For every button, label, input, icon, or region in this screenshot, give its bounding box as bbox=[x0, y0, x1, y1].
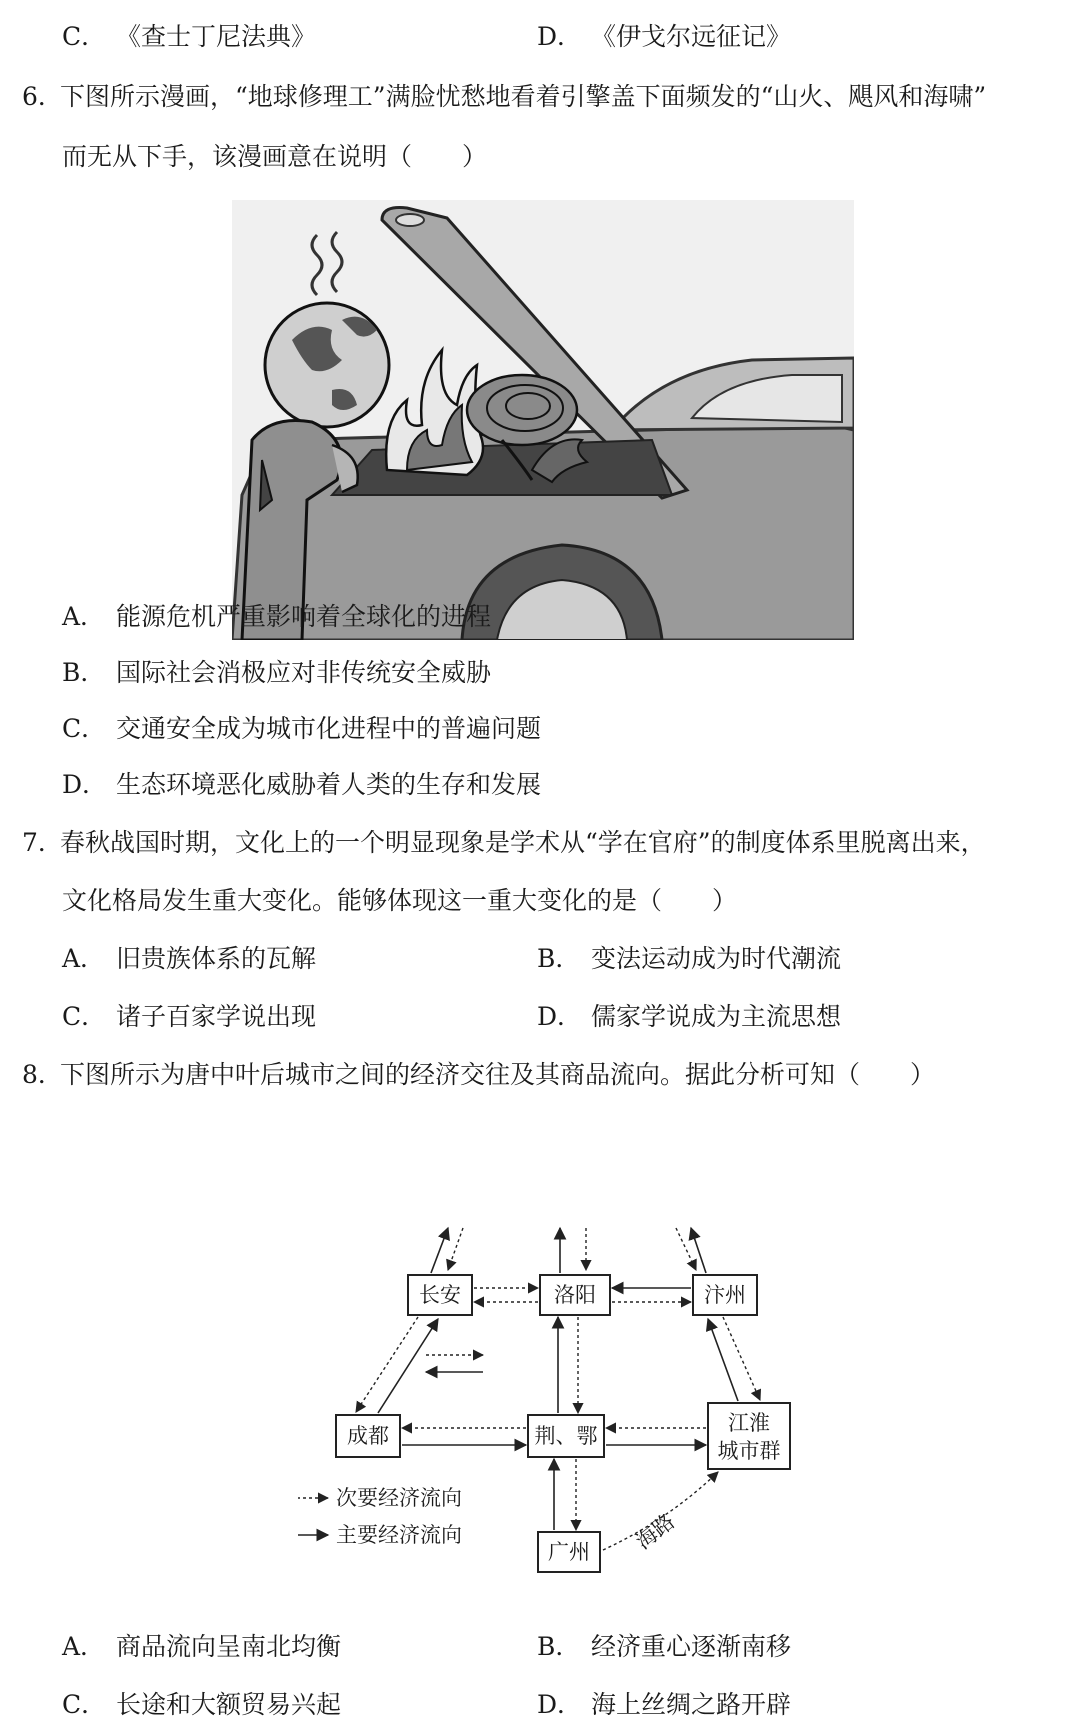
option-label: A． bbox=[62, 602, 106, 631]
q6-option-d bbox=[62, 768, 541, 802]
arrow-bianzhou-jianghuai bbox=[723, 1317, 760, 1400]
option-text: 《伊戈尔远征记》 bbox=[591, 22, 792, 51]
city-label-changan: 长安 bbox=[419, 1283, 461, 1307]
option-label: C． bbox=[62, 714, 107, 743]
option-text: 能源危机严重影响着全球化的进程 bbox=[116, 602, 492, 631]
city-label-jianghuai-2: 城市群 bbox=[717, 1439, 781, 1463]
option-text: 商品流向呈南北均衡 bbox=[116, 1632, 342, 1661]
q6-stem-line1 bbox=[22, 80, 986, 114]
option-label: B． bbox=[62, 658, 106, 687]
q8-stem bbox=[22, 1058, 935, 1092]
option-text: 变法运动成为时代潮流 bbox=[591, 944, 842, 973]
question-number: 6． bbox=[22, 82, 63, 111]
legend-secondary-label: 次要经济流向 bbox=[336, 1486, 462, 1510]
q7-option-b bbox=[537, 942, 841, 976]
option-label: B． bbox=[537, 944, 581, 973]
option-text: 生态环境恶化威胁着人类的生存和发展 bbox=[116, 770, 542, 799]
q8-option-b bbox=[537, 1630, 791, 1664]
arrow-jianghuai-bianzhou bbox=[708, 1319, 738, 1401]
q6-stem-line2: 而无从下手，该漫画意在说明（ ） bbox=[62, 142, 488, 171]
city-label-guangzhou: 广州 bbox=[548, 1540, 590, 1564]
q8-option-a bbox=[62, 1630, 341, 1664]
option-text: 诸子百家学说出现 bbox=[116, 1002, 317, 1031]
arrow-north-changan bbox=[448, 1228, 463, 1270]
option-label: D． bbox=[62, 770, 108, 799]
q6-option-c bbox=[62, 712, 541, 746]
option-text: 儒家学说成为主流思想 bbox=[591, 1002, 842, 1031]
option-text: 经济重心逐渐南移 bbox=[591, 1632, 792, 1661]
option-label: D． bbox=[537, 1690, 583, 1719]
question-number: 7． bbox=[22, 828, 63, 857]
q5-option-c bbox=[62, 20, 316, 54]
q6-option-a bbox=[62, 600, 491, 634]
q7-option-c bbox=[62, 1000, 316, 1034]
q7-option-a bbox=[62, 942, 316, 976]
question-text: 春秋战国时期，文化上的一个明显现象是学术从“学在官府”的制度体系里脱离出来， bbox=[60, 828, 986, 857]
tang-economic-flow-diagram bbox=[298, 1220, 828, 1600]
city-label-jinge: 荆、鄂 bbox=[534, 1424, 598, 1448]
arrow-changan-north bbox=[431, 1228, 448, 1273]
legend-primary-label: 主要经济流向 bbox=[336, 1523, 462, 1547]
question-text: 下图所示漫画，“地球修理工”满脸忧愁地看着引擎盖下面频发的“山火、飓风和海啸” bbox=[60, 82, 987, 111]
q5-option-d bbox=[537, 20, 791, 54]
q7-stem-line1 bbox=[22, 826, 986, 860]
option-text: 交通安全成为城市化进程中的普遍问题 bbox=[116, 714, 542, 743]
option-label: A． bbox=[62, 1632, 106, 1661]
option-label: D． bbox=[537, 1002, 583, 1031]
question-number: 8． bbox=[22, 1060, 63, 1089]
city-label-jianghuai-1: 江淮 bbox=[728, 1411, 770, 1435]
option-text: 旧贵族体系的瓦解 bbox=[116, 944, 317, 973]
option-label: C． bbox=[62, 22, 107, 51]
option-text: 国际社会消极应对非传统安全威胁 bbox=[116, 658, 492, 687]
option-label: B． bbox=[537, 1632, 581, 1661]
option-label: A． bbox=[62, 944, 106, 973]
arrow-bianzhou-north bbox=[691, 1228, 706, 1273]
city-label-luoyang: 洛阳 bbox=[554, 1283, 596, 1307]
option-label: C． bbox=[62, 1002, 107, 1031]
option-text: 《查士丁尼法典》 bbox=[116, 22, 317, 51]
option-text: 海上丝绸之路开辟 bbox=[591, 1690, 792, 1719]
q7-stem-line2: 文化格局发生重大变化。能够体现这一重大变化的是（ ） bbox=[62, 886, 738, 915]
city-label-chengdu: 成都 bbox=[347, 1424, 389, 1448]
option-text: 长途和大额贸易兴起 bbox=[116, 1690, 342, 1719]
q8-option-d bbox=[537, 1688, 791, 1722]
question-text: 下图所示为唐中叶后城市之间的经济交往及其商品流向。据此分析可知（ ） bbox=[60, 1060, 936, 1089]
q6-option-b bbox=[62, 656, 491, 690]
sea-route-label: 海路 bbox=[631, 1509, 680, 1554]
option-label: D． bbox=[537, 22, 583, 51]
option-label: C． bbox=[62, 1690, 107, 1719]
q8-option-c bbox=[62, 1688, 341, 1722]
q7-option-d bbox=[537, 1000, 841, 1034]
city-label-bianzhou: 汴州 bbox=[704, 1283, 746, 1307]
earth-repairman-cartoon bbox=[232, 200, 854, 640]
